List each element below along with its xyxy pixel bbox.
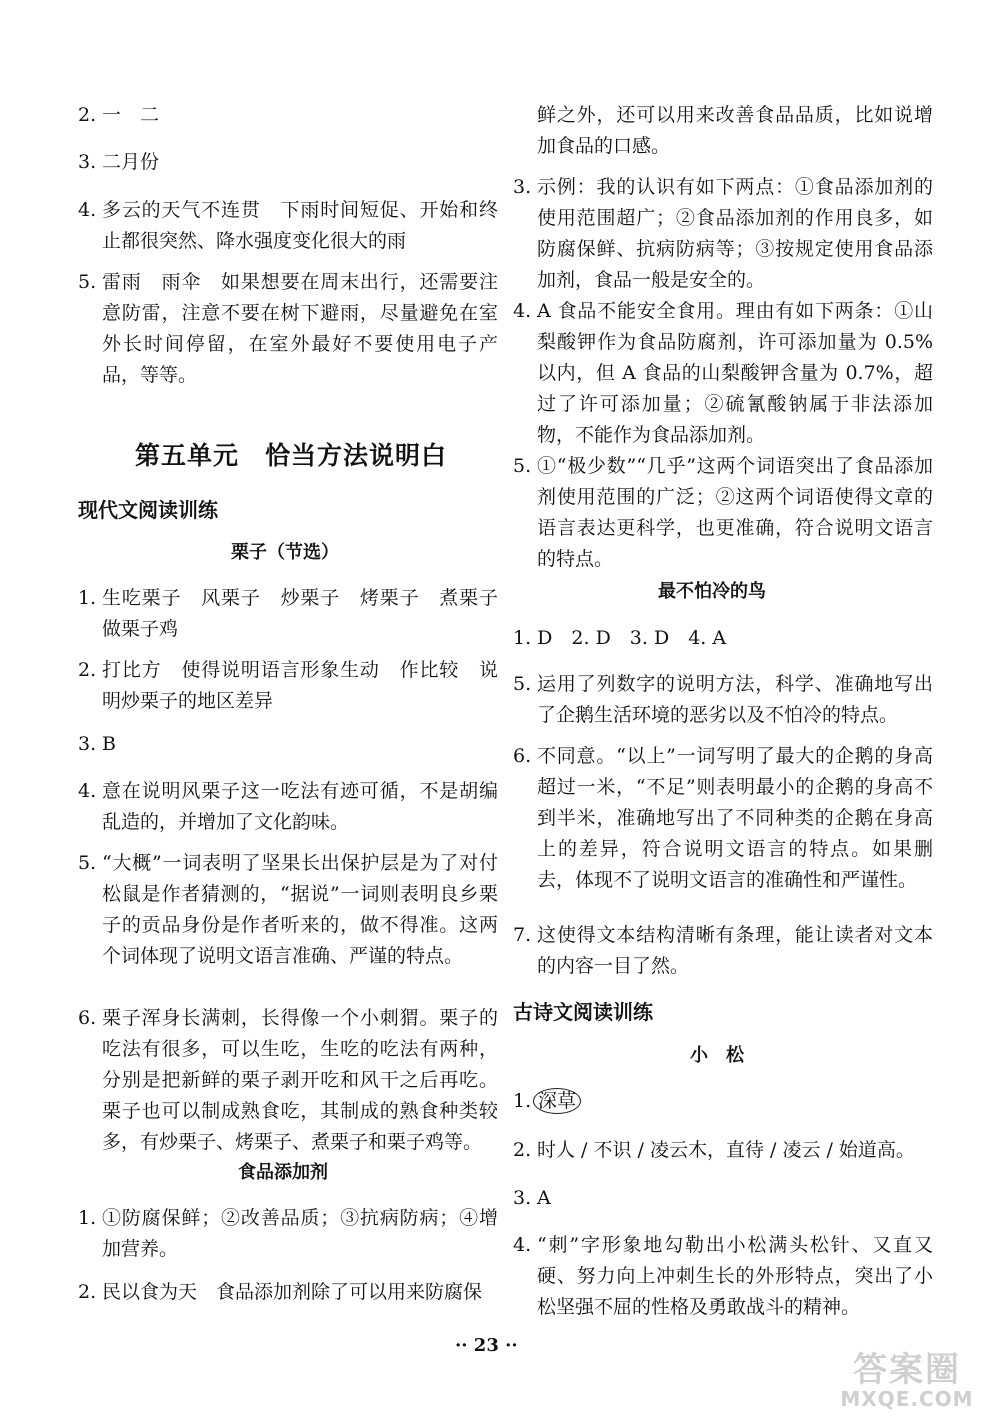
item-text: 不同意。“以上”一词写明了最大的企鹅的身高超过一米，“不足”则表明最小的企鹅的身高不到半米，准确地写出了不同种类的企鹅在身高上的差异，符合说明文语言的特点。如果删去，体现不了说明文语言的准确性和严谨性。 [537, 745, 933, 891]
answer-item [513, 296, 933, 451]
answer-item [513, 669, 933, 731]
item-text: ①防腐保鲜；②改善品质；③抗病防病；④增加营养。 [102, 1207, 498, 1260]
answer-item [78, 1203, 498, 1265]
item-text: A 食品不能安全食用。理由有如下两条：①山梨酸钾作为食品防腐剂，许可添加量为 0.5% 以内，但 A 食品的山梨酸钾含量为 0.7%，超过了许可添加量；②硫氰酸钠属于非法添加物，不能作为食品添加剂。 [537, 300, 933, 446]
answer-item [78, 729, 498, 760]
passage-title: 最不怕冷的鸟 [658, 581, 766, 602]
answer-item [513, 172, 933, 296]
item-number: 3. [78, 151, 97, 173]
item-text: 这使得文本结构清晰有条理，能让读者对文本的内容一目了然。 [537, 924, 933, 977]
passage-title: 栗子（节选） [231, 542, 339, 563]
item-text: 栗子浑身长满刺，长得像一个小刺猬。栗子的吃法有很多，可以生吃，生吃的吃法有两种，分别是把新鲜的栗子剥开吃和风干之后再吃。栗子也可以制成熟食吃，其制成的熟食种类较多，有炒栗子、烤栗子、煮栗子和栗子鸡等。 [102, 1007, 498, 1153]
answer-item [78, 100, 498, 131]
item-number: 3. [78, 733, 97, 755]
item-text: ①“极少数”“几乎”这两个词语突出了食品添加剂使用范围的广泛；②这两个词语使得文章的语言表达更科学，也更准确，符合说明文语言的特点。 [537, 455, 933, 570]
item-text: 意在说明风栗子这一吃法有迹可循，不是胡编乱造的，并增加了文化韵味。 [102, 780, 498, 833]
item-text: 打比方 使得说明语言形象生动 作比较 说明炒栗子的地区差异 [102, 659, 498, 712]
item-number: 2. [78, 104, 97, 126]
answer-item [513, 1230, 933, 1323]
item-number: 5. [78, 852, 97, 874]
answer-item [513, 1183, 933, 1214]
item-number: 4. [513, 1234, 532, 1256]
answer-item [78, 267, 498, 391]
answer-item [513, 451, 933, 575]
answer-item [78, 1003, 498, 1158]
watermark-line2: MXQE.COM [840, 1387, 974, 1411]
answer-item [78, 583, 518, 645]
item-number: 1. [78, 1207, 97, 1229]
item-number: 3. [513, 1187, 532, 1209]
item-number: 1. [513, 1090, 532, 1112]
answer-item [513, 920, 933, 982]
answer-item [78, 776, 498, 838]
item-text: 1. D 2. D 3. D 4. A [513, 627, 727, 649]
item-number: 5. [513, 455, 532, 477]
item-text: 时人 / 不识 / 凌云木，直待 / 凌云 / 始道高。 [537, 1139, 915, 1161]
item-number: 6. [78, 1007, 97, 1029]
item-number: 2. [78, 1281, 97, 1303]
item-number: 5. [78, 271, 97, 293]
item-text: 示例：我的认识有如下两点：①食品添加剂的使用范围超广；②食品添加剂的作用良多，如防腐保鲜、抗病防病等；③按规定使用食品添加剂，食品一般是安全的。 [537, 176, 933, 291]
item-text: 生吃栗子 风栗子 炒栗子 烤栗子 煮栗子 做栗子鸡 [102, 587, 518, 640]
item-number: 4. [78, 199, 97, 221]
section-heading: 古诗文阅读训练 [513, 1000, 653, 1024]
item-text: 一 二 [102, 104, 160, 126]
item-number: 6. [513, 745, 532, 767]
item-text: “大概”一词表明了坚果长出保护层是为了对付松鼠是作者猜测的，“据说”一词则表明良乡栗子的贡品身份是作者听来的，做不得准。这两个词体现了说明文语言准确、严谨的特点。 [102, 852, 498, 967]
item-number: 3. [513, 176, 532, 198]
item-number: 1. [78, 587, 97, 609]
item-text: B [102, 733, 116, 755]
answer-item [78, 848, 498, 972]
page-number: ·· 23 ·· [455, 1335, 518, 1356]
section-heading: 现代文阅读训练 [78, 498, 218, 522]
item-text: 运用了列数字的说明方法，科学、准确地写出了企鹅生活环境的恶劣以及不怕冷的特点。 [537, 673, 933, 726]
answer-item [513, 623, 933, 654]
item-text: 多云的天气不连贯 下雨时间短促、开始和终止都很突然、降水强度变化很大的雨 [102, 199, 498, 252]
answer-item [78, 655, 498, 717]
answer-item [513, 1086, 933, 1117]
answer-item [513, 741, 933, 896]
item-number: 2. [513, 1139, 532, 1161]
unit-heading: 第五单元 恰当方法说明白 [135, 441, 448, 470]
item-number: 2. [78, 659, 97, 681]
answer-item-continuation [513, 100, 933, 162]
watermark-logo [832, 1351, 982, 1411]
circled-answer: 深草 [533, 1088, 581, 1114]
item-number: 5. [513, 673, 532, 695]
watermark-line1: 答案圈 [853, 1350, 961, 1390]
poem-title: 小 松 [690, 1045, 744, 1066]
answer-item [78, 1277, 498, 1308]
item-number: 7. [513, 924, 532, 946]
item-text: 二月份 [102, 151, 160, 173]
item-number: 4. [78, 780, 97, 802]
item-text: “刺”字形象地勾勒出小松满头松针、又直又硬、努力向上冲刺生长的外形特点，突出了小松坚强不屈的性格及勇敢战斗的精神。 [537, 1234, 933, 1318]
item-number: 4. [513, 300, 532, 322]
item-text: 鲜之外，还可以用来改善食品品质，比如说增加食品的口感。 [537, 104, 933, 157]
passage-title: 食品添加剂 [238, 1162, 328, 1183]
item-text: A [537, 1187, 551, 1209]
item-text: 民以食为天 食品添加剂除了可以用来防腐保 [102, 1281, 483, 1303]
item-text: 雷雨 雨伞 如果想要在周末出行，还需要注意防雷，注意不要在树下避雨，尽量避免在室外长时间停留，在室外最好不要使用电子产品，等等。 [102, 271, 498, 386]
answer-item [78, 195, 498, 257]
answer-item [513, 1135, 933, 1166]
answer-item [78, 147, 498, 178]
